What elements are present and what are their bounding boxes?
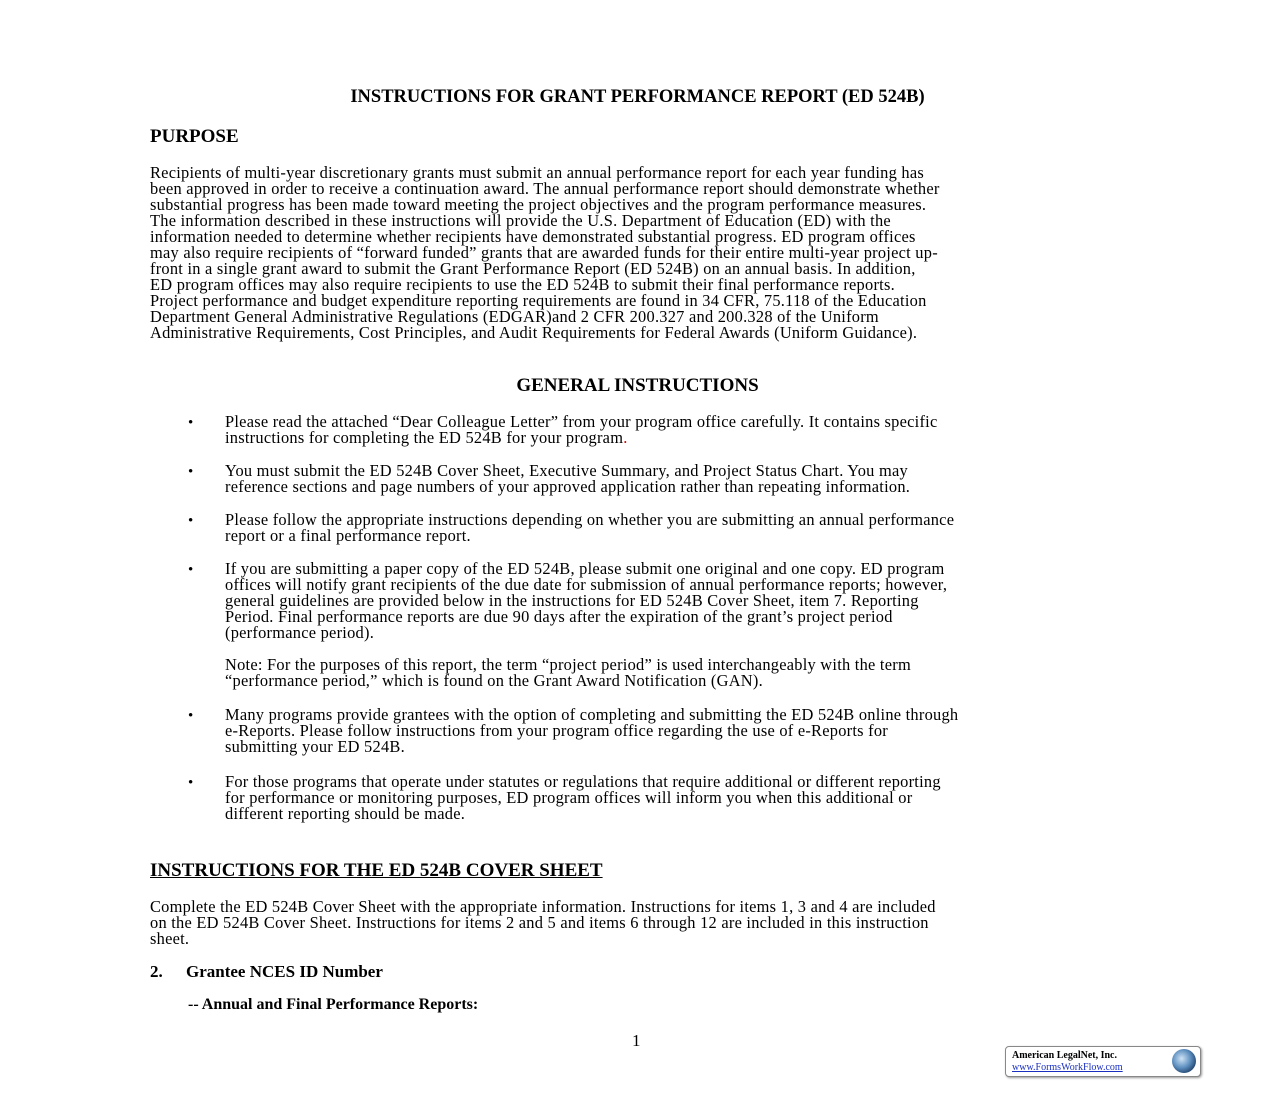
item-2-title: Grantee NCES ID Number bbox=[186, 962, 383, 981]
document-title: INSTRUCTIONS FOR GRANT PERFORMANCE REPORT (ED 524B) bbox=[350, 87, 925, 107]
bullet-4 bbox=[225, 561, 947, 641]
bullet-5 bbox=[225, 707, 958, 755]
text-line: Recipients of multi-year discretionary grants must submit an annual performance report for each year funding has bbox=[150, 163, 924, 182]
general-instructions-heading: GENERAL INSTRUCTIONS bbox=[516, 375, 759, 396]
text-line: may also require recipients of “forward funded” grants that are awarded funds for their entire multi-year project up- bbox=[150, 243, 938, 262]
text-line: Period. Final performance reports are due 90 days after the expiration of the grant’s project period bbox=[225, 607, 893, 626]
cover-sheet-heading: INSTRUCTIONS FOR THE ED 524B COVER SHEET bbox=[150, 860, 603, 881]
text-line: e-Reports. Please follow instructions from your program office regarding the use of e-Reports for bbox=[225, 721, 889, 740]
text-line: The information described in these instructions will provide the U.S. Department of Education (ED) with the bbox=[150, 211, 891, 230]
bullet-1 bbox=[225, 414, 938, 446]
text-line: For those programs that operate under statutes or regulations that require additional or different reporting bbox=[225, 772, 941, 791]
text-line: for performance or monitoring purposes, ED program offices will inform you when this additional or bbox=[225, 788, 913, 807]
text-line: If you are submitting a paper copy of the ED 524B, please submit one original and one copy. ED program bbox=[225, 559, 945, 578]
text-line: submitting your ED 524B. bbox=[225, 737, 405, 756]
logo-company-name: American LegalNet, Inc. bbox=[1012, 1050, 1117, 1061]
text-line: Note: For the purposes of this report, the term “project period” is used interchangeably with the term bbox=[225, 655, 911, 674]
text-line: been approved in order to receive a continuation award. The annual performance report should demonstrate whether bbox=[150, 179, 940, 198]
text-line: (performance period). bbox=[225, 623, 375, 642]
text-line: Please follow the appropriate instructions depending on whether you are submitting an annual performance bbox=[225, 510, 955, 529]
bullet-1-text bbox=[225, 414, 938, 446]
bullet-2 bbox=[225, 463, 910, 495]
text-line: ED program offices may also require recipients to use the ED 524B to submit their final performance reports. bbox=[150, 275, 895, 294]
bullet-icon: • bbox=[188, 464, 194, 480]
purpose-heading: PURPOSE bbox=[150, 126, 239, 147]
text-line: Many programs provide grantees with the option of completing and submitting the ED 524B online through bbox=[225, 705, 959, 724]
text-line: front in a single grant award to submit the Grant Performance Report (ED 524B) on an annual basis. In addition, bbox=[150, 259, 916, 278]
note-paragraph bbox=[225, 657, 911, 689]
item-2-number: 2. bbox=[150, 962, 163, 981]
globe-icon bbox=[1172, 1049, 1196, 1073]
bullet-3 bbox=[225, 512, 954, 544]
bullet-icon: • bbox=[188, 415, 194, 431]
bullet-1-period: . bbox=[623, 428, 628, 447]
logo-website-link[interactable]: www.FormsWorkFlow.com bbox=[1012, 1062, 1123, 1073]
text-line: “performance period,” which is found on the Grant Award Notification (GAN). bbox=[225, 671, 763, 690]
bullet-icon: • bbox=[188, 562, 194, 578]
text-line: general guidelines are provided below in the instructions for ED 524B Cover Sheet, item 7. Reporting bbox=[225, 591, 919, 610]
text-line: reference sections and page numbers of your approved application rather than repeating information. bbox=[225, 477, 911, 496]
text-line: You must submit the ED 524B Cover Sheet, Executive Summary, and Project Status Chart. You may bbox=[225, 461, 908, 480]
bullet-6 bbox=[225, 774, 941, 822]
text-line: information needed to determine whether recipients have demonstrated substantial progress. ED program offices bbox=[150, 227, 916, 246]
text-line: substantial progress has been made toward meeting the project objectives and the program performance measures. bbox=[150, 195, 927, 214]
purpose-paragraph bbox=[150, 165, 940, 341]
bullet-icon: • bbox=[188, 708, 194, 724]
bullet-icon: • bbox=[188, 775, 194, 791]
text-line: Complete the ED 524B Cover Sheet with the appropriate information. Instructions for items 1, 3 and 4 are included bbox=[150, 897, 936, 916]
text-line: sheet. bbox=[150, 929, 190, 948]
american-legalnet-logo[interactable] bbox=[1005, 1046, 1201, 1077]
text-line: report or a final performance report. bbox=[225, 526, 471, 545]
text-line: different reporting should be made. bbox=[225, 804, 466, 823]
text-line: Please read the attached “Dear Colleague Letter” from your program office carefully. It contains specific bbox=[225, 412, 938, 431]
text-line: offices will notify grant recipients of the due date for submission of annual performance reports; however, bbox=[225, 575, 948, 594]
text-line: Project performance and budget expenditure reporting requirements are found in 34 CFR, 75.118 of the Education bbox=[150, 291, 927, 310]
text-line: Department General Administrative Regulations (EDGAR)and 2 CFR 200.327 and 200.328 of the Uniform bbox=[150, 307, 879, 326]
bullet-icon: • bbox=[188, 513, 194, 529]
text-line: instructions for completing the ED 524B for your program bbox=[225, 428, 624, 447]
item-2-subheading: -- Annual and Final Performance Reports: bbox=[188, 996, 479, 1013]
page-number: 1 bbox=[632, 1031, 641, 1050]
text-line: on the ED 524B Cover Sheet. Instructions for items 2 and 5 and items 6 through 12 are included in this instruction bbox=[150, 913, 929, 932]
text-line: Administrative Requirements, Cost Principles, and Audit Requirements for Federal Awards (Uniform Guidance). bbox=[150, 323, 918, 342]
cover-sheet-paragraph bbox=[150, 899, 936, 947]
